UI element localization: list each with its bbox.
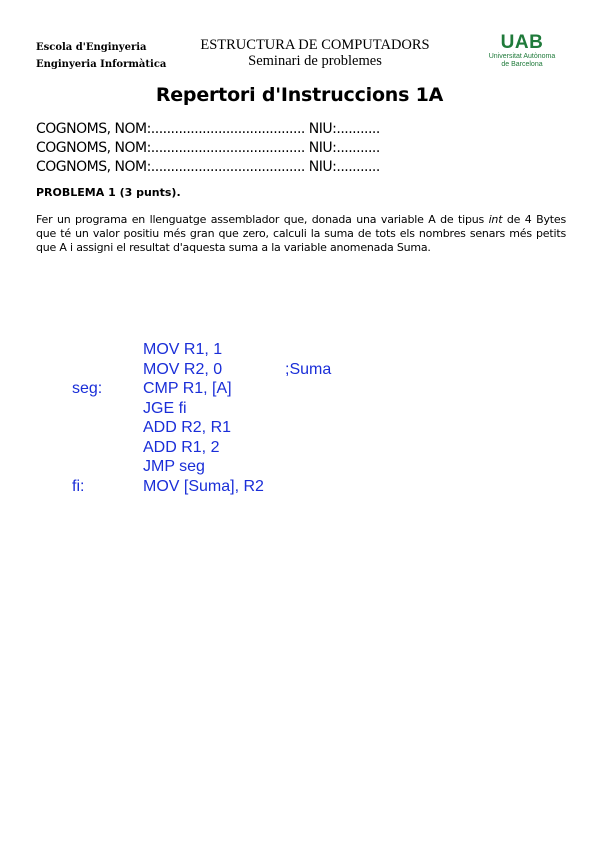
- logo-line-1: Universitat Autònoma: [488, 53, 556, 60]
- code-instruction: JMP seg: [143, 458, 205, 475]
- code-line: [0, 379, 599, 399]
- student-name-fields: [36, 120, 380, 177]
- school-name: Escola d'Enginyeria: [36, 42, 147, 53]
- code-comment: ;Suma: [285, 360, 332, 378]
- code-label: fi:: [72, 477, 85, 495]
- course-subtitle: Seminari de problemes: [248, 53, 382, 69]
- code-instruction: ADD R1, 2: [143, 438, 220, 456]
- code-line: [0, 457, 599, 477]
- name-line: COGNOMS, NOM:....................................... NIU:...........: [36, 121, 380, 137]
- code-instruction: MOV R2, 0: [143, 360, 223, 378]
- statement-part: de 4 Bytes que té un valor positiu més gran que zero, calculi la suma de tots els nombres senars més petits que A i assigni el resultat d'aquesta suma a la variable anomenada Suma.: [36, 213, 566, 254]
- statement-part: Fer un programa en llenguatge assemblador que, donada una variable A de tipus: [36, 213, 489, 226]
- code-label: seg:: [72, 380, 103, 397]
- school-info: [36, 39, 166, 73]
- course-title: ESTRUCTURA DE COMPUTADORS: [200, 37, 430, 53]
- code-line: [0, 399, 599, 419]
- code-instruction: MOV [Suma], R2: [143, 477, 264, 495]
- code-instruction: CMP R1, [A]: [143, 380, 232, 397]
- page-title: Repertori d'Instruccions 1A: [155, 84, 444, 106]
- course-header: [170, 37, 460, 69]
- assembly-code: [0, 340, 599, 496]
- code-instruction: MOV R1, 1: [143, 341, 223, 358]
- problem-heading: PROBLEMA 1 (3 punts).: [36, 186, 181, 199]
- code-line: [0, 340, 599, 360]
- degree-name: Enginyeria Informàtica: [36, 59, 167, 70]
- code-line: [0, 360, 599, 380]
- logo-line-2: de Barcelona: [501, 61, 543, 68]
- statement-int-term: int: [488, 213, 503, 226]
- code-instruction: ADD R2, R1: [143, 419, 232, 436]
- code-instruction: JGE fi: [143, 399, 187, 417]
- problem-statement: [36, 213, 566, 255]
- code-line: [0, 477, 599, 497]
- logo-abbr: UAB: [500, 32, 544, 53]
- name-line: COGNOMS, NOM:....................................... NIU:...........: [36, 159, 380, 175]
- university-logo: [474, 33, 570, 69]
- code-line: [0, 418, 599, 438]
- code-line: [0, 438, 599, 458]
- name-line: COGNOMS, NOM:....................................... NIU:...........: [36, 140, 380, 156]
